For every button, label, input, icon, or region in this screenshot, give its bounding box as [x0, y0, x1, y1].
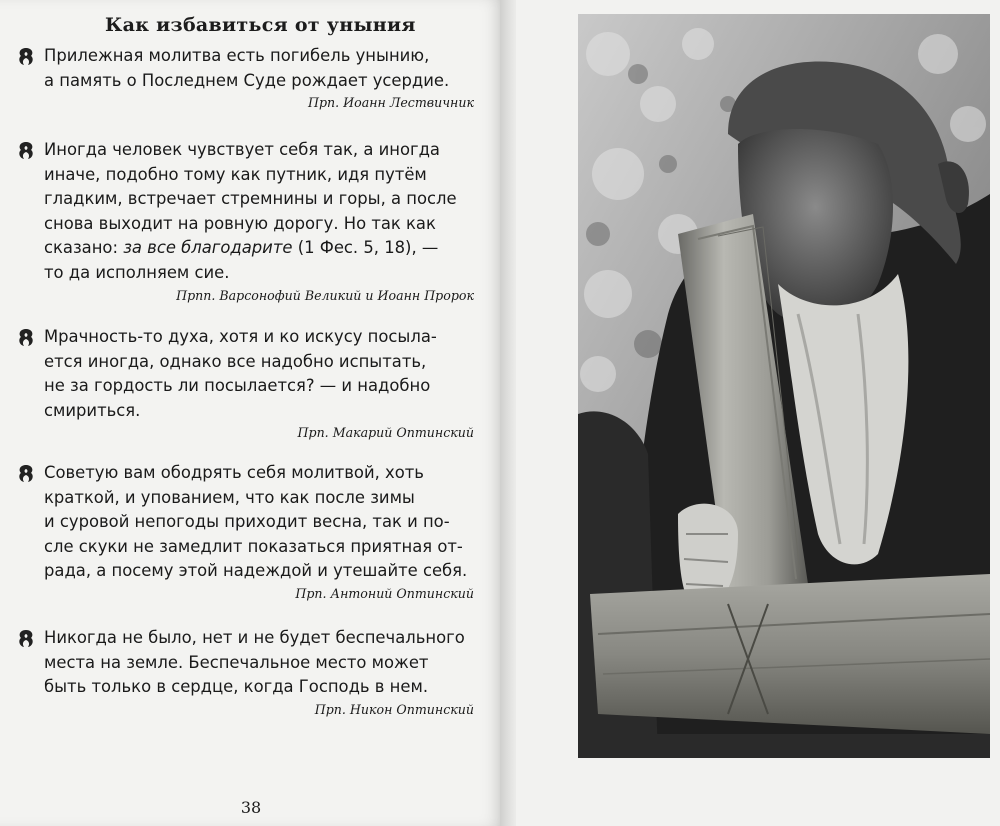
fleuron-icon [16, 140, 36, 162]
quote-line: сле скуки не замедлит показаться приятная от- [44, 536, 463, 556]
quote-block [16, 461, 478, 601]
quote-line: краткой, и упованием, что как после зимы [44, 487, 415, 507]
quote-line: иначе, подобно тому как путник, идя путём [44, 164, 427, 184]
quote-text: (1 Фес. 5, 18), — [292, 238, 439, 258]
quote-line: Советую вам ободрять себя молитвой, хоть [44, 463, 424, 482]
fleuron-icon [16, 463, 36, 485]
monk-carrying-wooden-cross-photo [578, 14, 990, 758]
quote-author: Прп. Иоанн Лествичник [308, 95, 474, 111]
quote-line: не за гордость ли посылается? — и надобно [44, 376, 431, 396]
quote-line: быть только в сердце, когда Господь в нем. [44, 677, 429, 697]
quote-block [16, 44, 478, 110]
chapter-title: Как избавиться от уныния [105, 14, 416, 36]
fleuron-icon [16, 327, 36, 349]
quote-text: сказано: [44, 238, 124, 258]
photo-illustration [578, 14, 990, 758]
quote-line: и суровой непогоды приходит весна, так и по- [44, 512, 450, 532]
quote-line: ется иногда, однако все надобно испытать, [44, 351, 427, 371]
quote-line: Прилежная молитва есть погибель унынию, [44, 46, 430, 65]
quote-line: гладким, встречает стремнины и горы, а после [44, 189, 457, 209]
quote-block [16, 626, 478, 717]
quote-block [16, 325, 478, 440]
quote-line: то да исполняем сие. [44, 262, 230, 282]
quote-emphasis: за все благодарите [123, 238, 293, 258]
fleuron-icon [16, 46, 36, 68]
quote-block [16, 138, 478, 303]
quote-line: места на земле. Беспечальное место может [44, 652, 429, 672]
quote-line: а память о Последнем Суде рождает усердие. [44, 70, 450, 90]
quote-line: смириться. [44, 400, 141, 420]
quote-line: снова выходит на ровную дорогу. Но так как [44, 213, 436, 233]
quote-author: Прпп. Варсонофий Великий и Иоанн Пророк [176, 287, 474, 303]
quote-author: Прп. Антоний Оптинский [295, 585, 474, 601]
quote-line: Никогда не было, нет и не будет беспечального [44, 628, 465, 647]
quote-line: Иногда человек чувствует себя так, а иногда [44, 140, 440, 159]
fleuron-icon [16, 628, 36, 650]
quote-author: Прп. Макарий Оптинский [297, 425, 474, 441]
quote-line [44, 236, 478, 261]
page-number: 38 [240, 798, 262, 817]
quote-line: рада, а посему этой надеждой и утешайте себя. [44, 561, 468, 581]
quote-author: Прп. Никон Оптинский [314, 701, 474, 717]
quote-line: Мрачность-то духа, хотя и ко искусу посыла- [44, 327, 437, 346]
